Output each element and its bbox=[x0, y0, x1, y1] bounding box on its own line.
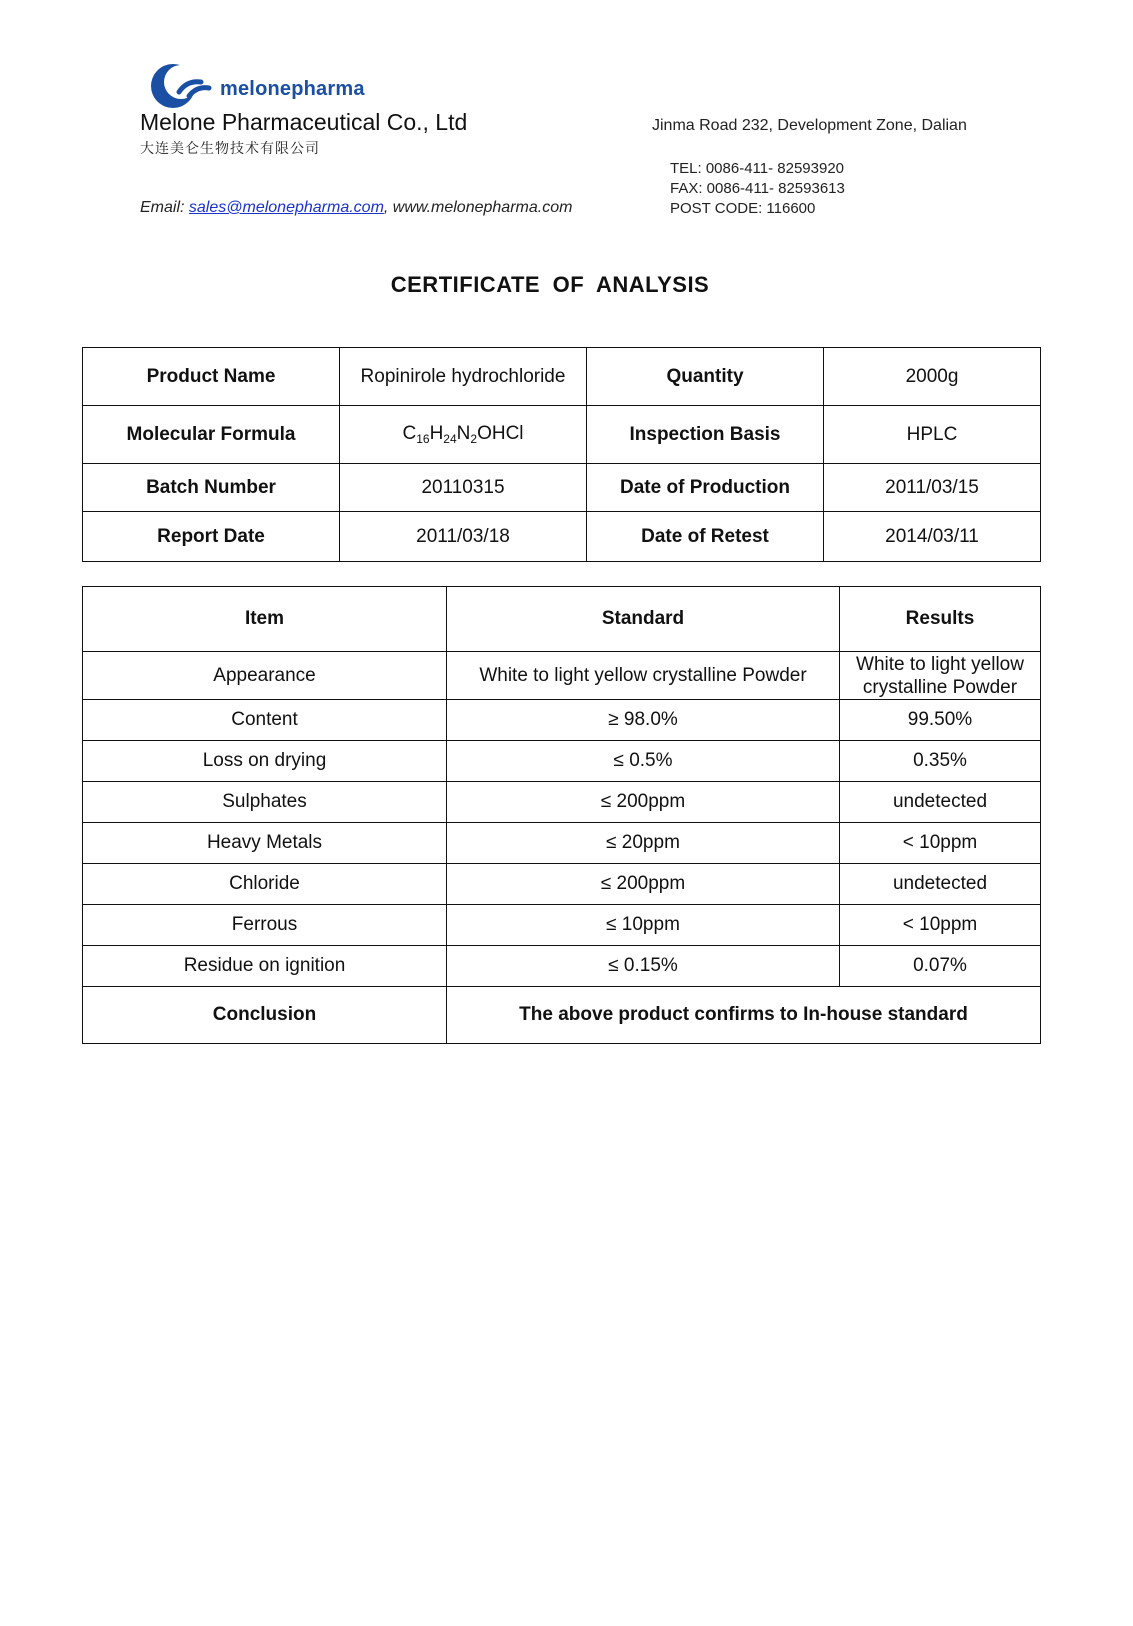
result-cell: < 10ppm bbox=[840, 905, 1041, 946]
standard-cell: ≤ 200ppm bbox=[447, 782, 840, 823]
batch-number-value: 20110315 bbox=[340, 464, 587, 512]
report-date-value: 2011/03/18 bbox=[340, 512, 587, 562]
result-cell: 99.50% bbox=[840, 700, 1041, 741]
email-label: Email: bbox=[140, 199, 185, 216]
results-column-header: Results bbox=[840, 587, 1041, 652]
item-cell: Residue on ignition bbox=[83, 946, 447, 987]
analysis-header-row bbox=[83, 587, 1041, 652]
conclusion-label: Conclusion bbox=[83, 987, 447, 1044]
analysis-table bbox=[82, 586, 1041, 1044]
item-cell: Sulphates bbox=[83, 782, 447, 823]
info-row bbox=[83, 406, 1041, 464]
info-row bbox=[83, 348, 1041, 406]
table-row bbox=[83, 823, 1041, 864]
molecular-formula-label: Molecular Formula bbox=[83, 406, 340, 464]
document-title: CERTIFICATE OF ANALYSIS bbox=[390, 272, 710, 297]
result-cell: undetected bbox=[840, 864, 1041, 905]
product-info-table bbox=[82, 347, 1041, 562]
email-link[interactable]: sales@melonepharma.com bbox=[188, 199, 384, 216]
inspection-basis-value: HPLC bbox=[824, 406, 1041, 464]
company-name-chinese: 大连美仑生物技术有限公司 bbox=[140, 141, 320, 157]
company-logo bbox=[149, 62, 213, 110]
retest-date-label: Date of Retest bbox=[587, 512, 824, 562]
table-row bbox=[83, 946, 1041, 987]
result-cell: 0.07% bbox=[840, 946, 1041, 987]
standard-cell: ≤ 0.15% bbox=[447, 946, 840, 987]
table-row bbox=[83, 700, 1041, 741]
quantity-value: 2000g bbox=[824, 348, 1041, 406]
molecular-formula-value: $C_{16}H_{24}N_2OHCl$ bbox=[340, 406, 587, 464]
fax-number: FAX: 0086-411- 82593613 bbox=[670, 180, 845, 197]
standard-cell: ≥ 98.0% bbox=[447, 700, 840, 741]
standard-cell: ≤ 10ppm bbox=[447, 905, 840, 946]
inspection-basis-label: Inspection Basis bbox=[587, 406, 824, 464]
standard-cell: ≤ 200ppm bbox=[447, 864, 840, 905]
table-row bbox=[83, 741, 1041, 782]
standard-column-header: Standard bbox=[447, 587, 840, 652]
post-code: POST CODE: 116600 bbox=[670, 200, 816, 217]
brand-wordmark: melonepharma bbox=[220, 78, 365, 100]
company-address: Jinma Road 232, Development Zone, Dalian bbox=[652, 117, 967, 134]
tel-number: TEL: 0086-411- 82593920 bbox=[670, 160, 845, 177]
table-row bbox=[83, 905, 1041, 946]
table-row bbox=[83, 864, 1041, 905]
contact-numbers bbox=[670, 159, 845, 219]
item-cell: Heavy Metals bbox=[83, 823, 447, 864]
conclusion-text: The above product confirms to In-house standard bbox=[447, 987, 1041, 1044]
product-name-value: Ropinirole hydrochloride bbox=[340, 348, 587, 406]
result-cell: < 10ppm bbox=[840, 823, 1041, 864]
company-name: Melone Pharmaceutical Co., Ltd bbox=[140, 109, 468, 135]
result-cell: 0.35% bbox=[840, 741, 1041, 782]
table-row bbox=[83, 652, 1041, 700]
standard-cell: ≤ 0.5% bbox=[447, 741, 840, 782]
report-date-label: Report Date bbox=[83, 512, 340, 562]
info-row bbox=[83, 512, 1041, 562]
standard-cell: White to light yellow crystalline Powder bbox=[447, 652, 840, 700]
info-row bbox=[83, 464, 1041, 512]
table-row bbox=[83, 782, 1041, 823]
batch-number-label: Batch Number bbox=[83, 464, 340, 512]
conclusion-row bbox=[83, 987, 1041, 1044]
quantity-label: Quantity bbox=[587, 348, 824, 406]
result-cell: White to light yellow crystalline Powder bbox=[840, 652, 1041, 700]
item-cell: Content bbox=[83, 700, 447, 741]
item-cell: Loss on drying bbox=[83, 741, 447, 782]
item-cell: Appearance bbox=[83, 652, 447, 700]
production-date-value: 2011/03/15 bbox=[824, 464, 1041, 512]
item-column-header: Item bbox=[83, 587, 447, 652]
production-date-label: Date of Production bbox=[587, 464, 824, 512]
result-cell: undetected bbox=[840, 782, 1041, 823]
retest-date-value: 2014/03/11 bbox=[824, 512, 1041, 562]
contact-line bbox=[140, 199, 572, 217]
product-name-label: Product Name bbox=[83, 348, 340, 406]
item-cell: Chloride bbox=[83, 864, 447, 905]
item-cell: Ferrous bbox=[83, 905, 447, 946]
standard-cell: ≤ 20ppm bbox=[447, 823, 840, 864]
website-text: , www.melonepharma.com bbox=[383, 199, 573, 216]
